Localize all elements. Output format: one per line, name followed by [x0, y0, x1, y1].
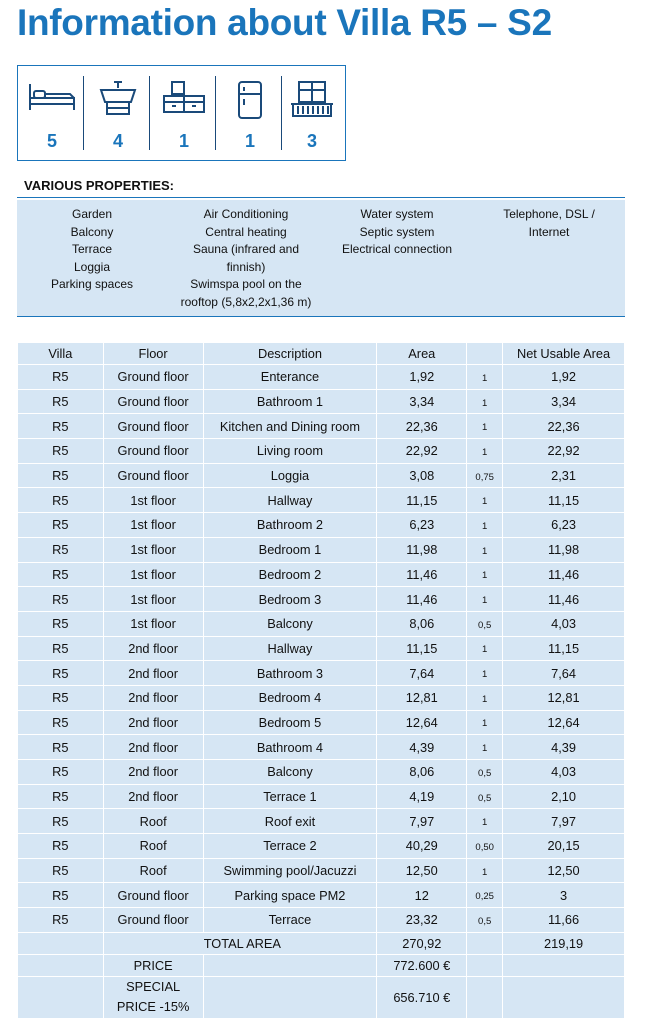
table-row	[18, 537, 625, 562]
table-cell: Bedroom 3	[203, 587, 377, 612]
table-cell: 12,50	[377, 858, 467, 883]
table-row	[18, 760, 625, 785]
table-cell: 11,66	[503, 908, 625, 933]
balcony-icon	[289, 80, 335, 120]
price-value: 772.600 €	[377, 954, 467, 976]
page-title: Information about Villa R5 – S2	[17, 2, 552, 43]
property-item: Air Conditioning	[203, 207, 289, 221]
table-cell: 1	[467, 858, 503, 883]
price-row	[18, 954, 625, 976]
table-cell: R5	[18, 414, 104, 439]
bed-icon	[26, 80, 78, 114]
table-cell: R5	[18, 365, 104, 390]
table-cell: 3	[503, 883, 625, 908]
table-cell: 23,32	[377, 908, 467, 933]
column-header: Net Usable Area	[503, 343, 625, 365]
property-item: Electrical connection	[341, 242, 453, 256]
table-cell: 1	[467, 562, 503, 587]
property-item: Internet	[528, 224, 570, 239]
table-cell: 0,25	[467, 883, 503, 908]
table-cell: R5	[18, 587, 104, 612]
table-cell: R5	[18, 760, 104, 785]
table-cell: R5	[18, 636, 104, 661]
table-cell: Bathroom 2	[203, 513, 377, 538]
table-cell: 12,64	[503, 710, 625, 735]
table-row	[18, 735, 625, 760]
property-item: Garden	[71, 207, 113, 221]
amenities-box	[17, 65, 346, 161]
table-cell: 4,03	[503, 611, 625, 636]
table-cell: R5	[18, 537, 104, 562]
table-cell: 3,34	[503, 389, 625, 414]
table-cell: 1	[467, 439, 503, 464]
table-cell: 4,19	[377, 784, 467, 809]
properties-features	[171, 206, 321, 311]
table-cell: R5	[18, 463, 104, 488]
table-cell: Ground floor	[103, 463, 203, 488]
table-cell: 2nd floor	[103, 636, 203, 661]
table-cell: Enterance	[203, 365, 377, 390]
properties-panel	[17, 200, 625, 317]
table-row	[18, 414, 625, 439]
table-row	[18, 883, 625, 908]
property-item: Central heating	[205, 224, 287, 239]
table-cell: 0,5	[467, 760, 503, 785]
table-cell: 8,06	[377, 760, 467, 785]
table-row	[18, 908, 625, 933]
table-cell: 8,06	[377, 611, 467, 636]
table-row	[18, 513, 625, 538]
table-cell: 1	[467, 587, 503, 612]
table-cell: Ground floor	[103, 883, 203, 908]
table-cell: 0,5	[467, 908, 503, 933]
table-cell: R5	[18, 488, 104, 513]
property-item: Balcony	[70, 224, 114, 239]
table-cell: 1	[467, 414, 503, 439]
table-row	[18, 488, 625, 513]
table-cell: 7,97	[503, 809, 625, 834]
table-cell: R5	[18, 883, 104, 908]
column-header	[467, 343, 503, 365]
property-item: Sauna (infrared and	[192, 242, 300, 256]
property-item: Parking spaces	[50, 277, 134, 291]
table-cell: 4,39	[503, 735, 625, 760]
table-cell: Ground floor	[103, 365, 203, 390]
table-cell: 1	[467, 636, 503, 661]
table-row	[18, 784, 625, 809]
table-cell: Ground floor	[103, 414, 203, 439]
table-cell: R5	[18, 710, 104, 735]
property-item: Swimspa pool on the	[190, 277, 302, 291]
property-item: Loggia	[73, 259, 111, 274]
table-cell: Bathroom 1	[203, 389, 377, 414]
column-header: Area	[377, 343, 467, 365]
table-cell: 1st floor	[103, 513, 203, 538]
price-label: PRICE	[103, 954, 203, 976]
table-cell: 0,50	[467, 834, 503, 859]
table-row	[18, 562, 625, 587]
table-cell: 0,75	[467, 463, 503, 488]
table-cell: Hallway	[203, 488, 377, 513]
properties-heading: VARIOUS PROPERTIES:	[24, 178, 175, 193]
table-cell: 1	[467, 389, 503, 414]
kitchen-icon	[162, 80, 206, 116]
table-cell: R5	[18, 562, 104, 587]
table-row	[18, 809, 625, 834]
table-cell: 22,92	[503, 439, 625, 464]
table-cell: 1st floor	[103, 587, 203, 612]
table-cell: Bedroom 4	[203, 685, 377, 710]
table-cell: Roof	[103, 858, 203, 883]
table-cell: 12,81	[503, 685, 625, 710]
table-cell: 22,36	[377, 414, 467, 439]
table-cell: 1	[467, 513, 503, 538]
table-cell: Balcony	[203, 760, 377, 785]
table-cell: 1	[467, 685, 503, 710]
table-cell: Bathroom 4	[203, 735, 377, 760]
property-item: finnish)	[226, 259, 266, 274]
table-cell: Bedroom 5	[203, 710, 377, 735]
table-row	[18, 636, 625, 661]
properties-outdoor	[47, 206, 137, 294]
table-cell: R5	[18, 661, 104, 686]
table-cell: 7,97	[377, 809, 467, 834]
table-cell: R5	[18, 784, 104, 809]
table-cell: 11,15	[377, 488, 467, 513]
table-cell: 1st floor	[103, 537, 203, 562]
table-row	[18, 439, 625, 464]
table-cell: 1,92	[377, 365, 467, 390]
table-cell: 7,64	[503, 661, 625, 686]
bathroom-count: 4	[112, 131, 123, 151]
table-cell: 11,15	[377, 636, 467, 661]
table-cell: 3,34	[377, 389, 467, 414]
table-cell: R5	[18, 834, 104, 859]
table-cell: Kitchen and Dining room	[203, 414, 377, 439]
area-table	[17, 342, 625, 1019]
table-row	[18, 611, 625, 636]
table-cell: Roof exit	[203, 809, 377, 834]
table-row	[18, 858, 625, 883]
table-cell: Ground floor	[103, 389, 203, 414]
table-row	[18, 834, 625, 859]
table-cell: Roof	[103, 809, 203, 834]
special-price-label-line1: SPECIAL	[126, 979, 181, 994]
special-price-row	[18, 976, 625, 1018]
table-cell: Terrace	[203, 908, 377, 933]
table-cell: R5	[18, 908, 104, 933]
table-cell: 0,5	[467, 784, 503, 809]
table-cell: 7,64	[377, 661, 467, 686]
table-cell: Living room	[203, 439, 377, 464]
bathroom-sink-icon	[95, 80, 141, 116]
property-item: Terrace	[71, 242, 112, 256]
bedroom-count: 5	[46, 131, 57, 151]
table-cell: 2,31	[503, 463, 625, 488]
table-cell: R5	[18, 439, 104, 464]
amenity-kitchen	[152, 76, 216, 152]
table-cell: R5	[18, 685, 104, 710]
table-cell: 1	[467, 735, 503, 760]
table-cell: 4,39	[377, 735, 467, 760]
table-cell: 0,5	[467, 611, 503, 636]
table-cell: 1	[467, 710, 503, 735]
refrigerator-icon	[235, 80, 265, 120]
table-cell: 1	[467, 365, 503, 390]
table-cell: 2nd floor	[103, 760, 203, 785]
table-cell: 2,10	[503, 784, 625, 809]
table-cell: 2nd floor	[103, 710, 203, 735]
table-cell: 1	[467, 537, 503, 562]
table-cell: 3,08	[377, 463, 467, 488]
table-row	[18, 463, 625, 488]
table-cell: Balcony	[203, 611, 377, 636]
special-price-value: 656.710 €	[377, 976, 467, 1018]
table-cell: 12,64	[377, 710, 467, 735]
table-cell: 2nd floor	[103, 735, 203, 760]
table-cell: 4,03	[503, 760, 625, 785]
table-cell: 20,15	[503, 834, 625, 859]
total-label: TOTAL AREA	[103, 932, 377, 954]
table-cell: 11,46	[377, 562, 467, 587]
properties-utilities	[335, 206, 459, 259]
table-cell: 6,23	[377, 513, 467, 538]
table-cell: 11,98	[377, 537, 467, 562]
table-cell: R5	[18, 735, 104, 760]
total-row	[18, 932, 625, 954]
table-cell: 1st floor	[103, 562, 203, 587]
table-row	[18, 685, 625, 710]
table-cell: R5	[18, 389, 104, 414]
table-cell: 2nd floor	[103, 661, 203, 686]
table-cell: R5	[18, 513, 104, 538]
table-cell: 1st floor	[103, 611, 203, 636]
table-cell: 1	[467, 488, 503, 513]
table-cell: Terrace 2	[203, 834, 377, 859]
table-row	[18, 710, 625, 735]
table-row	[18, 587, 625, 612]
property-item: Water system	[360, 207, 434, 221]
table-header-row	[18, 343, 625, 365]
table-cell: 11,46	[503, 562, 625, 587]
amenity-bathrooms	[86, 76, 150, 152]
table-cell: 2nd floor	[103, 784, 203, 809]
special-price-label	[103, 976, 203, 1018]
divider	[17, 197, 625, 198]
total-area: 270,92	[377, 932, 467, 954]
table-cell: Roof	[103, 834, 203, 859]
column-header: Villa	[18, 343, 104, 365]
property-item: Telephone, DSL /	[503, 207, 595, 221]
table-cell: R5	[18, 611, 104, 636]
table-cell: 22,92	[377, 439, 467, 464]
table-cell: Loggia	[203, 463, 377, 488]
table-cell: 11,46	[503, 587, 625, 612]
table-cell: 1	[467, 809, 503, 834]
amenity-bedrooms	[20, 76, 84, 152]
column-header: Floor	[103, 343, 203, 365]
table-cell: Ground floor	[103, 908, 203, 933]
table-cell: 11,98	[503, 537, 625, 562]
table-cell: R5	[18, 809, 104, 834]
total-net-area: 219,19	[503, 932, 625, 954]
table-cell: Terrace 1	[203, 784, 377, 809]
table-cell: 1	[467, 661, 503, 686]
table-cell: 11,15	[503, 488, 625, 513]
special-price-label-line2: PRICE -15%	[116, 999, 190, 1014]
table-row	[18, 365, 625, 390]
table-cell: R5	[18, 858, 104, 883]
amenity-refrigerator	[218, 76, 282, 152]
table-row	[18, 389, 625, 414]
table-cell: 6,23	[503, 513, 625, 538]
property-item: rooftop (5,8x2,2x1,36 m)	[180, 294, 312, 309]
table-cell: 1st floor	[103, 488, 203, 513]
table-cell: Parking space PM2	[203, 883, 377, 908]
column-header: Description	[203, 343, 377, 365]
table-row	[18, 661, 625, 686]
table-cell: 40,29	[377, 834, 467, 859]
table-cell: Bathroom 3	[203, 661, 377, 686]
table-cell: 12,81	[377, 685, 467, 710]
table-cell: Bedroom 2	[203, 562, 377, 587]
amenity-balconies	[280, 76, 344, 152]
table-cell: 2nd floor	[103, 685, 203, 710]
table-cell: Swimming pool/Jacuzzi	[203, 858, 377, 883]
table-cell: 1,92	[503, 365, 625, 390]
table-cell: 11,15	[503, 636, 625, 661]
table-cell: Bedroom 1	[203, 537, 377, 562]
table-cell: 12,50	[503, 858, 625, 883]
table-cell: 11,46	[377, 587, 467, 612]
table-cell: Ground floor	[103, 439, 203, 464]
property-item: Septic system	[359, 224, 435, 239]
refrigerator-count: 1	[244, 131, 255, 151]
properties-communication	[491, 206, 607, 241]
balcony-count: 3	[306, 131, 317, 151]
kitchen-count: 1	[178, 131, 189, 151]
table-cell: 22,36	[503, 414, 625, 439]
table-cell: Hallway	[203, 636, 377, 661]
table-cell: 12	[377, 883, 467, 908]
